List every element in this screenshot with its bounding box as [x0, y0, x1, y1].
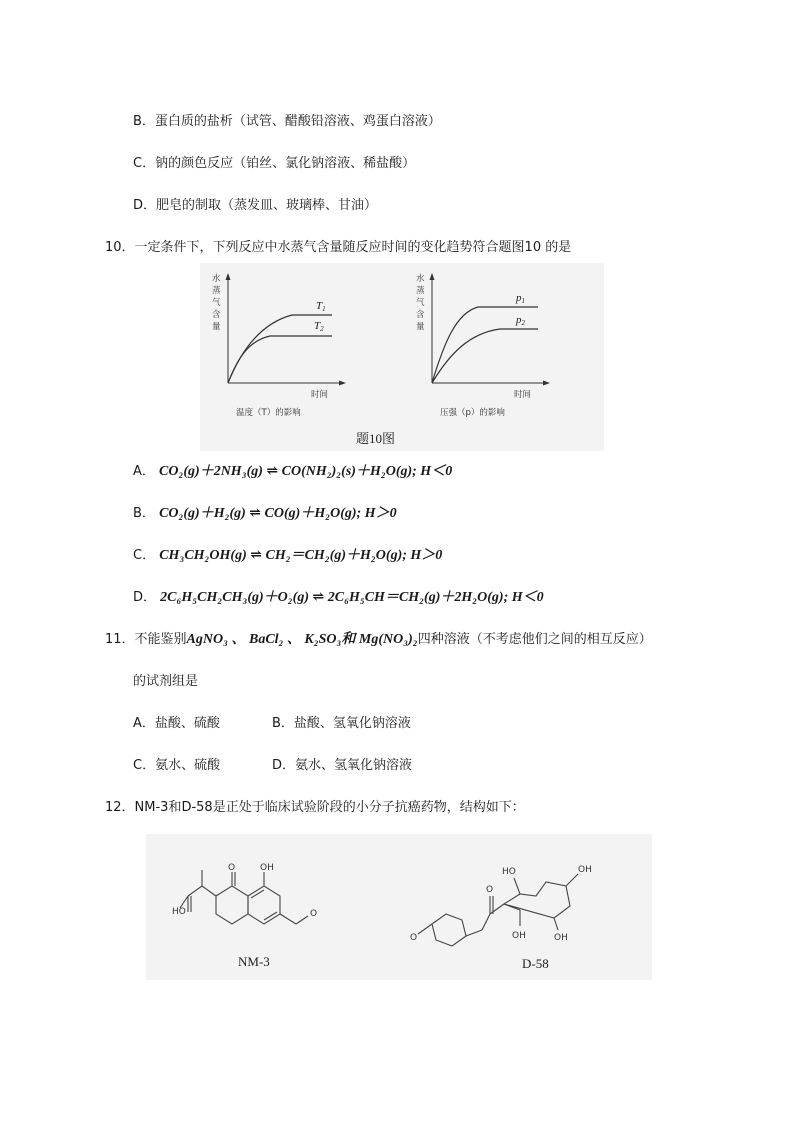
right-graph	[416, 273, 550, 418]
q10-d-prefix: D．	[133, 590, 157, 605]
q9-option-d: D．肥皂的制取（蒸发皿、玻璃棒、甘油）	[133, 198, 378, 213]
q10-a-prefix: A．	[133, 464, 155, 479]
q12-structure-drawing	[146, 834, 652, 980]
q11-option-b: B．盐酸、氢氧化钠溶液	[272, 716, 411, 731]
q10-option-a	[133, 460, 452, 480]
right-xlabel: 时间	[514, 390, 532, 400]
d58-ketone-o-label: O	[486, 885, 494, 895]
label-p2: p2	[516, 314, 525, 327]
q11-reagents: AgNO₃ 、 BaCl₂ 、 K₂SO₃和 Mg(NO₃)₂	[186, 632, 418, 647]
fig-caption: 题10图	[356, 431, 396, 446]
q11-stem-prefix: 11．不能鉴别	[105, 632, 187, 647]
q11-option-a: A．盐酸、硫酸	[133, 716, 220, 731]
curve-p2	[432, 329, 538, 383]
q10-b-eq: CO₂(g)＋H₂(g) ⇌ CO(g)＋H₂O(g); H＞0	[159, 506, 397, 521]
q11-stem-suffix: 四种溶液（不考虑他们之间的相互反应）	[417, 632, 652, 647]
q11-option-d: D．氨水、氢氧化钠溶液	[272, 758, 413, 773]
q12-stem: 12．NM-3和D-58是正处于临床试验阶段的小分子抗癌药物，结构如下：	[105, 800, 525, 815]
left-ylabel-1: 水	[212, 274, 221, 284]
svg-text:水: 水	[416, 274, 425, 284]
nm3-ho-label: HO	[172, 907, 186, 917]
q10-option-c	[133, 544, 442, 564]
q10-figure	[200, 263, 604, 451]
label-p1: p1	[516, 292, 525, 305]
d58-ho-label: HO	[502, 867, 516, 877]
q10-stem: 10．一定条件下，下列反应中水蒸气含量随反应时间的变化趋势符合题图10 的是	[105, 240, 572, 255]
left-graph	[212, 273, 346, 418]
q10-b-prefix: B．	[133, 506, 155, 521]
q10-a-eq: CO₂(g)＋2NH₃(g) ⇌ CO(NH₂)₂(s)＋H₂O(g); H＜0	[159, 464, 453, 479]
q10-graphs	[200, 263, 604, 451]
nm3-name: NM-3	[238, 954, 270, 969]
nm3-o2-label: O	[310, 909, 318, 919]
q10-option-d	[133, 586, 544, 606]
nm3-o-label: O	[228, 863, 236, 873]
nm3-structure	[180, 870, 308, 924]
d58-o-label: O	[410, 933, 418, 943]
curve-T2	[228, 336, 332, 383]
d58-name: D-58	[522, 956, 549, 971]
q10-d-eq: 2C₆H₅CH₂CH₃(g)＋O₂(g) ⇌ 2C₆H₅CH＝CH₂(g)＋2H₂O(g); H＜0	[160, 590, 544, 605]
q11-stem-line2: 的试剂组是	[133, 674, 199, 689]
svg-text:气: 气	[212, 298, 221, 308]
svg-text:蒸: 蒸	[212, 286, 221, 296]
svg-text:量: 量	[212, 322, 221, 332]
left-caption: 温度（T）的影响	[236, 408, 301, 418]
svg-text:含: 含	[212, 310, 221, 320]
label-T2: T2	[314, 320, 324, 333]
q9-option-c: C．钠的颜色反应（铂丝、氯化钠溶液、稀盐酸）	[133, 156, 416, 171]
q10-c-prefix: C．	[133, 548, 156, 563]
d58-oh-label: OH	[512, 931, 526, 941]
q9-option-b: B．蛋白质的盐析（试管、醋酸铅溶液、鸡蛋白溶液）	[133, 114, 441, 129]
nm3-oh-label: OH	[260, 863, 274, 873]
q11-stem	[105, 628, 652, 648]
svg-text:量: 量	[416, 322, 425, 332]
svg-text:蒸: 蒸	[416, 286, 425, 296]
svg-text:气: 气	[416, 298, 425, 308]
q11-option-c: C．氨水、硫酸	[133, 758, 221, 773]
q12-structures	[146, 834, 652, 980]
q10-option-b	[133, 502, 397, 522]
d58-oh2-label: OH	[578, 865, 592, 875]
label-T1: T1	[316, 300, 326, 313]
q10-c-eq: CH₃CH₂OH(g) ⇌ CH₂＝CH₂(g)＋H₂O(g); H＞0	[159, 548, 443, 563]
right-caption: 压强（p）的影响	[440, 408, 505, 418]
left-xlabel: 时间	[311, 390, 329, 400]
svg-text:含: 含	[416, 310, 425, 320]
d58-oh3-label: OH	[554, 933, 568, 943]
